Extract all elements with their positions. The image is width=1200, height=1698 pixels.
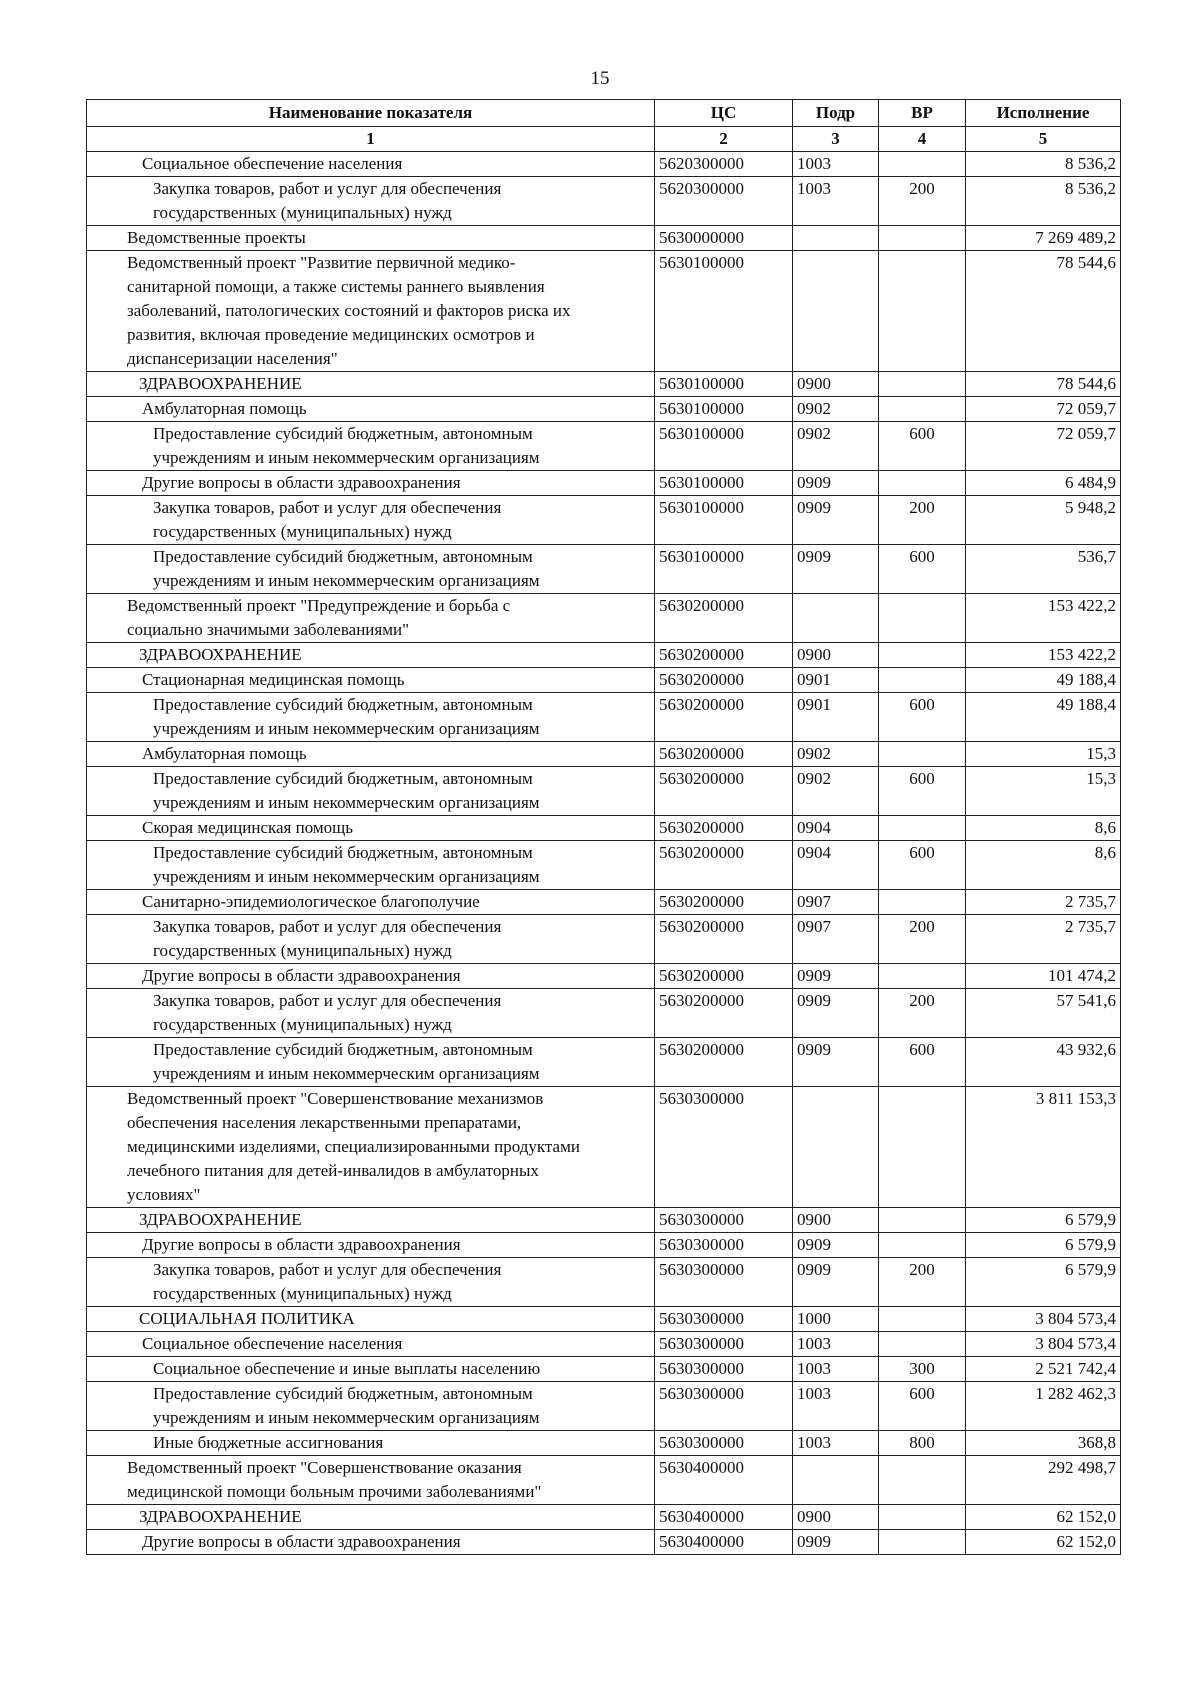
row-vr-code: 200 bbox=[879, 989, 966, 1038]
row-vr-code bbox=[879, 1087, 966, 1208]
row-cs-code: 5630200000 bbox=[655, 742, 793, 767]
row-podr-code: 0909 bbox=[793, 471, 879, 496]
table-row bbox=[87, 496, 1121, 545]
row-amount: 8 536,2 bbox=[966, 152, 1121, 177]
row-podr-code: 0909 bbox=[793, 496, 879, 545]
row-cs-code: 5630100000 bbox=[655, 496, 793, 545]
row-amount: 6 579,9 bbox=[966, 1258, 1121, 1307]
row-podr-code: 0900 bbox=[793, 1208, 879, 1233]
table-row bbox=[87, 397, 1121, 422]
row-vr-code bbox=[879, 816, 966, 841]
row-amount: 6 579,9 bbox=[966, 1208, 1121, 1233]
row-amount: 2 735,7 bbox=[966, 915, 1121, 964]
table-header bbox=[87, 100, 1121, 152]
row-podr-code bbox=[793, 226, 879, 251]
row-amount: 8,6 bbox=[966, 841, 1121, 890]
row-amount: 292 498,7 bbox=[966, 1456, 1121, 1505]
table-row bbox=[87, 372, 1121, 397]
row-podr-code bbox=[793, 251, 879, 372]
row-cs-code: 5630200000 bbox=[655, 989, 793, 1038]
table-row bbox=[87, 816, 1121, 841]
row-cs-code: 5630200000 bbox=[655, 693, 793, 742]
row-vr-code bbox=[879, 1505, 966, 1530]
table-row bbox=[87, 177, 1121, 226]
row-vr-code bbox=[879, 1332, 966, 1357]
row-name: СОЦИАЛЬНАЯ ПОЛИТИКА bbox=[87, 1307, 655, 1332]
row-name: ЗДРАВООХРАНЕНИЕ bbox=[87, 372, 655, 397]
table-row bbox=[87, 643, 1121, 668]
row-name: Ведомственные проекты bbox=[87, 226, 655, 251]
row-vr-code bbox=[879, 668, 966, 693]
row-podr-code: 0901 bbox=[793, 693, 879, 742]
row-name: Закупка товаров, работ и услуг для обеспечения государственных (муниципальных) нужд bbox=[87, 177, 655, 226]
row-name: Другие вопросы в области здравоохранения bbox=[87, 1233, 655, 1258]
column-number-row bbox=[87, 127, 1121, 152]
table-row bbox=[87, 989, 1121, 1038]
row-podr-code: 0904 bbox=[793, 816, 879, 841]
row-name: Предоставление субсидий бюджетным, автономным учреждениям и иным некоммерческим организациям bbox=[87, 545, 655, 594]
row-amount: 78 544,6 bbox=[966, 372, 1121, 397]
row-amount: 368,8 bbox=[966, 1431, 1121, 1456]
row-podr-code: 0904 bbox=[793, 841, 879, 890]
row-vr-code: 200 bbox=[879, 1258, 966, 1307]
table-row bbox=[87, 668, 1121, 693]
table-row bbox=[87, 1431, 1121, 1456]
row-amount: 1 282 462,3 bbox=[966, 1382, 1121, 1431]
table-row bbox=[87, 890, 1121, 915]
row-name: Социальное обеспечение населения bbox=[87, 152, 655, 177]
row-cs-code: 5630200000 bbox=[655, 915, 793, 964]
row-vr-code bbox=[879, 226, 966, 251]
table-row bbox=[87, 1332, 1121, 1357]
row-cs-code: 5630200000 bbox=[655, 668, 793, 693]
row-vr-code: 200 bbox=[879, 915, 966, 964]
row-podr-code: 0900 bbox=[793, 643, 879, 668]
row-podr-code: 0909 bbox=[793, 964, 879, 989]
row-vr-code: 600 bbox=[879, 693, 966, 742]
table-row bbox=[87, 1505, 1121, 1530]
row-name: Предоставление субсидий бюджетным, автономным учреждениям и иным некоммерческим организациям bbox=[87, 693, 655, 742]
row-cs-code: 5630200000 bbox=[655, 841, 793, 890]
table-row bbox=[87, 767, 1121, 816]
row-cs-code: 5630400000 bbox=[655, 1456, 793, 1505]
row-podr-code: 1003 bbox=[793, 1431, 879, 1456]
column-number: 1 bbox=[87, 127, 655, 152]
row-podr-code: 0909 bbox=[793, 1530, 879, 1555]
row-podr-code: 0909 bbox=[793, 1233, 879, 1258]
row-vr-code bbox=[879, 1233, 966, 1258]
table-row bbox=[87, 1530, 1121, 1555]
row-vr-code bbox=[879, 964, 966, 989]
table-row bbox=[87, 1087, 1121, 1208]
row-podr-code: 0909 bbox=[793, 1258, 879, 1307]
row-name: Амбулаторная помощь bbox=[87, 742, 655, 767]
row-cs-code: 5630300000 bbox=[655, 1258, 793, 1307]
row-vr-code bbox=[879, 471, 966, 496]
table-row bbox=[87, 1258, 1121, 1307]
row-amount: 8 536,2 bbox=[966, 177, 1121, 226]
row-amount: 8,6 bbox=[966, 816, 1121, 841]
row-vr-code: 600 bbox=[879, 1382, 966, 1431]
row-amount: 536,7 bbox=[966, 545, 1121, 594]
row-name: ЗДРАВООХРАНЕНИЕ bbox=[87, 643, 655, 668]
row-vr-code bbox=[879, 1208, 966, 1233]
row-podr-code bbox=[793, 1456, 879, 1505]
row-name: ЗДРАВООХРАНЕНИЕ bbox=[87, 1208, 655, 1233]
row-amount: 7 269 489,2 bbox=[966, 226, 1121, 251]
table-row bbox=[87, 471, 1121, 496]
row-name: Предоставление субсидий бюджетным, автономным учреждениям и иным некоммерческим организациям bbox=[87, 841, 655, 890]
row-amount: 62 152,0 bbox=[966, 1505, 1121, 1530]
row-name: Закупка товаров, работ и услуг для обеспечения государственных (муниципальных) нужд bbox=[87, 1258, 655, 1307]
header-podr: Подр bbox=[793, 100, 879, 127]
row-cs-code: 5630100000 bbox=[655, 422, 793, 471]
row-podr-code: 0902 bbox=[793, 397, 879, 422]
row-cs-code: 5630100000 bbox=[655, 251, 793, 372]
table-row bbox=[87, 1382, 1121, 1431]
row-cs-code: 5630200000 bbox=[655, 643, 793, 668]
row-vr-code bbox=[879, 372, 966, 397]
row-vr-code: 200 bbox=[879, 496, 966, 545]
row-podr-code: 0907 bbox=[793, 890, 879, 915]
row-podr-code: 1000 bbox=[793, 1307, 879, 1332]
page-number: 15 bbox=[590, 68, 610, 89]
row-amount: 72 059,7 bbox=[966, 422, 1121, 471]
row-podr-code: 1003 bbox=[793, 1357, 879, 1382]
row-vr-code: 600 bbox=[879, 1038, 966, 1087]
row-amount: 3 804 573,4 bbox=[966, 1332, 1121, 1357]
row-name: Ведомственный проект "Совершенствование механизмов обеспечения населения лекарственными препаратами, медицинскими изделиями, специализированными продуктами лечебного питания для детей-инвалидов в амбулаторных условиях" bbox=[87, 1087, 655, 1208]
row-amount: 49 188,4 bbox=[966, 693, 1121, 742]
row-cs-code: 5630300000 bbox=[655, 1087, 793, 1208]
row-cs-code: 5620300000 bbox=[655, 177, 793, 226]
row-cs-code: 5630300000 bbox=[655, 1332, 793, 1357]
row-podr-code: 0902 bbox=[793, 767, 879, 816]
row-podr-code: 0907 bbox=[793, 915, 879, 964]
row-name: Санитарно-эпидемиологическое благополучие bbox=[87, 890, 655, 915]
budget-table bbox=[86, 99, 1121, 1555]
column-number: 5 bbox=[966, 127, 1121, 152]
row-name: ЗДРАВООХРАНЕНИЕ bbox=[87, 1505, 655, 1530]
row-name: Ведомственный проект "Развитие первичной медико- санитарной помощи, а также системы раннего выявления заболеваний, патологических состояний и факторов риска их развития, включая проведение медицинских осмотров и диспансеризации населения" bbox=[87, 251, 655, 372]
row-vr-code bbox=[879, 251, 966, 372]
row-cs-code: 5630300000 bbox=[655, 1357, 793, 1382]
table-row bbox=[87, 594, 1121, 643]
row-cs-code: 5630100000 bbox=[655, 545, 793, 594]
row-name: Закупка товаров, работ и услуг для обеспечения государственных (муниципальных) нужд bbox=[87, 496, 655, 545]
row-name: Предоставление субсидий бюджетным, автономным учреждениям и иным некоммерческим организациям bbox=[87, 1382, 655, 1431]
row-name: Закупка товаров, работ и услуг для обеспечения государственных (муниципальных) нужд bbox=[87, 915, 655, 964]
row-vr-code bbox=[879, 397, 966, 422]
row-vr-code: 200 bbox=[879, 177, 966, 226]
row-cs-code: 5630100000 bbox=[655, 397, 793, 422]
row-cs-code: 5630200000 bbox=[655, 767, 793, 816]
table-row bbox=[87, 545, 1121, 594]
table-row bbox=[87, 1456, 1121, 1505]
table-row bbox=[87, 841, 1121, 890]
row-amount: 2 521 742,4 bbox=[966, 1357, 1121, 1382]
row-podr-code: 1003 bbox=[793, 177, 879, 226]
row-podr-code: 0902 bbox=[793, 422, 879, 471]
row-name: Социальное обеспечение и иные выплаты населению bbox=[87, 1357, 655, 1382]
row-amount: 49 188,4 bbox=[966, 668, 1121, 693]
row-podr-code: 0900 bbox=[793, 372, 879, 397]
row-amount: 6 579,9 bbox=[966, 1233, 1121, 1258]
table-row bbox=[87, 1233, 1121, 1258]
row-name: Другие вопросы в области здравоохранения bbox=[87, 1530, 655, 1555]
column-number: 4 bbox=[879, 127, 966, 152]
row-vr-code: 300 bbox=[879, 1357, 966, 1382]
row-amount: 3 804 573,4 bbox=[966, 1307, 1121, 1332]
row-amount: 78 544,6 bbox=[966, 251, 1121, 372]
table-row bbox=[87, 152, 1121, 177]
table-row bbox=[87, 693, 1121, 742]
table-row bbox=[87, 251, 1121, 372]
row-vr-code bbox=[879, 1530, 966, 1555]
column-number: 3 bbox=[793, 127, 879, 152]
row-podr-code bbox=[793, 594, 879, 643]
row-cs-code: 5630300000 bbox=[655, 1307, 793, 1332]
table-body bbox=[87, 152, 1121, 1555]
row-name: Закупка товаров, работ и услуг для обеспечения государственных (муниципальных) нужд bbox=[87, 989, 655, 1038]
row-vr-code bbox=[879, 1307, 966, 1332]
table-row bbox=[87, 1357, 1121, 1382]
row-amount: 3 811 153,3 bbox=[966, 1087, 1121, 1208]
row-podr-code bbox=[793, 1087, 879, 1208]
row-cs-code: 5630400000 bbox=[655, 1505, 793, 1530]
header-cs: ЦС bbox=[655, 100, 793, 127]
table-row bbox=[87, 1208, 1121, 1233]
header-name: Наименование показателя bbox=[87, 100, 655, 127]
table-row bbox=[87, 226, 1121, 251]
table-row bbox=[87, 964, 1121, 989]
row-cs-code: 5630400000 bbox=[655, 1530, 793, 1555]
row-name: Предоставление субсидий бюджетным, автономным учреждениям и иным некоммерческим организациям bbox=[87, 422, 655, 471]
row-vr-code: 600 bbox=[879, 767, 966, 816]
row-podr-code: 0909 bbox=[793, 989, 879, 1038]
row-cs-code: 5630300000 bbox=[655, 1382, 793, 1431]
row-podr-code: 0909 bbox=[793, 545, 879, 594]
row-amount: 15,3 bbox=[966, 767, 1121, 816]
row-podr-code: 0900 bbox=[793, 1505, 879, 1530]
row-cs-code: 5630000000 bbox=[655, 226, 793, 251]
header-row bbox=[87, 100, 1121, 127]
row-podr-code: 0902 bbox=[793, 742, 879, 767]
row-cs-code: 5630200000 bbox=[655, 1038, 793, 1087]
row-name: Ведомственный проект "Совершенствование оказания медицинской помощи больным прочими заболеваниями" bbox=[87, 1456, 655, 1505]
row-vr-code bbox=[879, 742, 966, 767]
row-vr-code: 800 bbox=[879, 1431, 966, 1456]
row-vr-code bbox=[879, 1456, 966, 1505]
table-row bbox=[87, 1038, 1121, 1087]
row-amount: 2 735,7 bbox=[966, 890, 1121, 915]
row-name: Предоставление субсидий бюджетным, автономным учреждениям и иным некоммерческим организациям bbox=[87, 767, 655, 816]
row-name: Стационарная медицинская помощь bbox=[87, 668, 655, 693]
column-number: 2 bbox=[655, 127, 793, 152]
row-name: Другие вопросы в области здравоохранения bbox=[87, 964, 655, 989]
row-cs-code: 5630200000 bbox=[655, 964, 793, 989]
row-podr-code: 1003 bbox=[793, 1382, 879, 1431]
row-podr-code: 1003 bbox=[793, 152, 879, 177]
row-podr-code: 1003 bbox=[793, 1332, 879, 1357]
row-amount: 6 484,9 bbox=[966, 471, 1121, 496]
row-vr-code bbox=[879, 152, 966, 177]
row-vr-code: 600 bbox=[879, 841, 966, 890]
row-cs-code: 5630100000 bbox=[655, 471, 793, 496]
row-amount: 153 422,2 bbox=[966, 594, 1121, 643]
table-row bbox=[87, 742, 1121, 767]
header-amount: Исполнение bbox=[966, 100, 1121, 127]
row-cs-code: 5630300000 bbox=[655, 1431, 793, 1456]
row-name: Амбулаторная помощь bbox=[87, 397, 655, 422]
row-cs-code: 5620300000 bbox=[655, 152, 793, 177]
row-name: Другие вопросы в области здравоохранения bbox=[87, 471, 655, 496]
row-vr-code bbox=[879, 643, 966, 668]
row-cs-code: 5630200000 bbox=[655, 816, 793, 841]
row-cs-code: 5630300000 bbox=[655, 1233, 793, 1258]
row-amount: 15,3 bbox=[966, 742, 1121, 767]
row-vr-code bbox=[879, 594, 966, 643]
row-vr-code bbox=[879, 890, 966, 915]
row-amount: 62 152,0 bbox=[966, 1530, 1121, 1555]
row-cs-code: 5630300000 bbox=[655, 1208, 793, 1233]
row-vr-code: 600 bbox=[879, 545, 966, 594]
row-amount: 72 059,7 bbox=[966, 397, 1121, 422]
table-row bbox=[87, 422, 1121, 471]
row-vr-code: 600 bbox=[879, 422, 966, 471]
row-cs-code: 5630100000 bbox=[655, 372, 793, 397]
row-name: Социальное обеспечение населения bbox=[87, 1332, 655, 1357]
row-amount: 101 474,2 bbox=[966, 964, 1121, 989]
row-name: Ведомственный проект "Предупреждение и борьба с социально значимыми заболеваниями" bbox=[87, 594, 655, 643]
row-amount: 43 932,6 bbox=[966, 1038, 1121, 1087]
row-name: Предоставление субсидий бюджетным, автономным учреждениям и иным некоммерческим организациям bbox=[87, 1038, 655, 1087]
row-cs-code: 5630200000 bbox=[655, 594, 793, 643]
row-name: Скорая медицинская помощь bbox=[87, 816, 655, 841]
table-row bbox=[87, 1307, 1121, 1332]
row-podr-code: 0909 bbox=[793, 1038, 879, 1087]
row-name: Иные бюджетные ассигнования bbox=[87, 1431, 655, 1456]
header-vr: ВР bbox=[879, 100, 966, 127]
row-amount: 57 541,6 bbox=[966, 989, 1121, 1038]
row-amount: 153 422,2 bbox=[966, 643, 1121, 668]
row-podr-code: 0901 bbox=[793, 668, 879, 693]
row-cs-code: 5630200000 bbox=[655, 890, 793, 915]
table-row bbox=[87, 915, 1121, 964]
row-amount: 5 948,2 bbox=[966, 496, 1121, 545]
